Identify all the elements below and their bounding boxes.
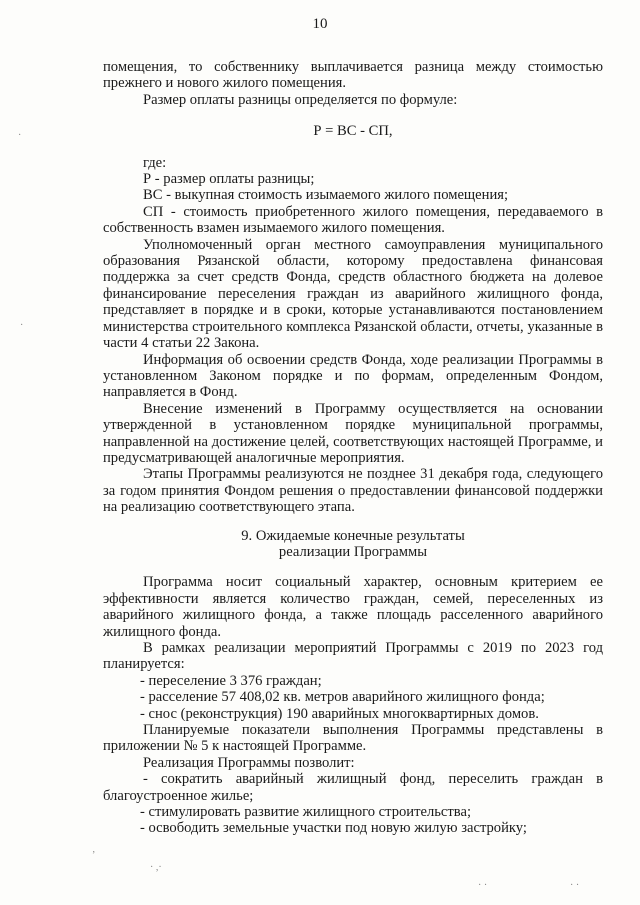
paragraph-stages: Этапы Программы реализуются не позднее 31 декабря года, следующего за годом принятия Фондом решения о предоставлении финансовой поддержки на реализацию соответствующего этапа. [103,466,603,516]
scan-speck: · ,· [150,862,162,873]
formula-def-r: Р - размер оплаты разницы; [143,171,315,188]
paragraph-allows: Реализация Программы позволит: [143,754,355,771]
paragraph-indicators: Планируемые показатели выполнения Программы представлены в приложении № 5 к настоящей Программе. [103,722,603,755]
paragraph-formula-intro: Размер оплаты разницы определяется по формуле: [143,91,458,108]
list-item-resettlement: - переселение 3 376 граждан; [140,672,322,689]
formula-where: где: [143,154,167,171]
scan-speck: · [20,320,24,331]
formula: Р = ВС - СП, [313,123,393,140]
formula-def-vs: ВС - выкупная стоимость изымаемого жилого помещения; [143,187,509,204]
paragraph-planned: В рамках реализации мероприятий Программы с 2019 по 2023 год планируется: [103,640,603,673]
paragraph-fund-info: Информация об освоении средств Фонда, ходе реализации Программы в установленном Законом порядке и по формам, определенным Фондом, направляется в Фонд. [103,351,603,401]
scan-speck: · · [478,880,488,891]
paragraph-continuation: помещения, то собственнику выплачивается разница между стоимостью прежнего и нового жилого помещения. [103,59,603,92]
section-heading-line1: 9. Ожидаемые конечные результаты [241,527,465,544]
paragraph-reporting: Уполномоченный орган местного самоуправления муниципального образования Рязанской области, которому предоставлена финансовая поддержка за счет средств Фонда, средств областного бюджета на долевое финансирование переселения граждан из аварийного жилищного фонда, представляет в порядке и в сроки, которые устанавливаются постановлением министерства строительного комплекса Рязанской области, отчеты, указанные в части 4 статьи 22 Закона. [103,236,603,352]
section-heading-line2: реализации Программы [278,543,428,560]
list-item-free-land: - освободить земельные участки под новую жилую застройку; [140,820,527,837]
paragraph-amendments: Внесение изменений в Программу осуществляется на основании утвержденной в установленном порядке муниципальной программы, направленной на достижение целей, соответствующих настоящей Программе, и предусматривающей аналогичные мероприятия. [103,400,603,466]
section-heading [103,528,603,561]
list-item-stimulate: - стимулировать развитие жилищного строительства; [140,804,471,821]
document-body [103,59,603,837]
scan-speck: ʼ [92,850,96,861]
paragraph-social: Программа носит социальный характер, основным критерием ее эффективности является количество граждан, семей, переселенных из аварийного жилищного фонда, а также площадь расселенного аварийного жилищного фонда. [103,574,603,640]
list-item-reduce: - сократить аварийный жилищный фонд, переселить граждан в благоустроенное жилье; [103,771,603,804]
formula-def-sp: СП - стоимость приобретенного жилого помещения, передаваемого в собственность взамен изымаемого жилого помещения. [103,203,603,237]
scan-speck: · [18,130,22,141]
scan-speck: · · [570,880,580,891]
list-item-demolition: - снос (реконструкция) 190 аварийных многоквартирных домов. [140,705,539,722]
list-item-area: - расселение 57 408,02 кв. метров аварийного жилищного фонда; [140,689,545,706]
page-number: 10 [312,16,328,32]
